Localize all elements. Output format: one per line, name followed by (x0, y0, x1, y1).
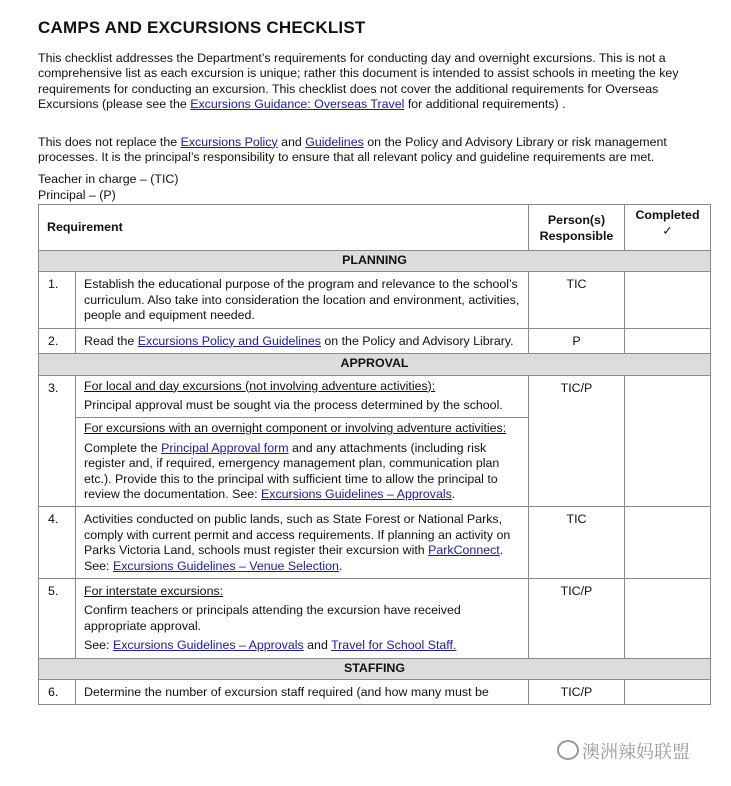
requirement-text: For interstate excursions: Confirm teachers or principals attending the excursion have received appropriate approval. See: Excursions Guidelines – Approvals and Travel for School Staff. (76, 578, 529, 658)
completed-cell[interactable] (625, 328, 711, 353)
intro-paragraph-1: This checklist addresses the Department’s requirements for conducting day and overnight excursions. This is not a comprehensive list as each excursion is unique; rather this document is intended to assist schools in meeting the key requirements for conducting an excursion. This checklist does not cover the additional requirements for Overseas Excursions (please see the Excursions Guidance: Overseas Travel for additional requirements) . (38, 51, 679, 112)
interstate-heading: For interstate excursions: (84, 583, 224, 598)
policy-guidelines-link[interactable]: Excursions Policy and Guidelines (137, 333, 321, 348)
venue-selection-link[interactable]: Excursions Guidelines – Venue Selection (112, 558, 339, 573)
row-number: 6. (39, 680, 76, 705)
requirement-text: Determine the number of excursion staff required (and how many must be (76, 680, 529, 705)
wechat-icon (557, 740, 579, 760)
travel-school-staff-link[interactable]: Travel for School Staff. (331, 638, 457, 653)
excursions-policy-link[interactable]: Excursions Policy (180, 134, 278, 149)
local-day-heading: For local and day excursions (not involving adventure activities): (84, 378, 436, 393)
person-responsible: TIC (529, 272, 625, 328)
table-header-row (39, 205, 711, 251)
row-number: 4. (39, 507, 76, 579)
person-responsible: TIC/P (529, 578, 625, 658)
completed-cell[interactable] (625, 680, 711, 705)
row-number: 2. (39, 328, 76, 353)
table-row (39, 680, 711, 705)
overnight-excursions-block: For excursions with an overnight component or involving adventure activities: Complete the Principal Approval form and any attachments (including risk register and, if required, emergency management plan, communication plan etc.). Provide this to the principal with sufficient time to allow the principal to review the documentation. See: Excursions Guidelines – Approvals. (76, 417, 528, 506)
completed-cell[interactable] (625, 375, 711, 507)
parkconnect-link[interactable]: ParkConnect (428, 543, 500, 558)
section-planning: PLANNING (39, 251, 711, 272)
section-staffing: STAFFING (39, 658, 711, 679)
principal-approval-form-link[interactable]: Principal Approval form (161, 440, 289, 455)
page-title: CAMPS AND EXCURSIONS CHECKLIST (38, 18, 366, 37)
legend-tic: Teacher in charge – (TIC) (38, 172, 179, 187)
guidelines-link[interactable]: Guidelines (305, 134, 364, 149)
local-day-excursions-block: For local and day excursions (not involving adventure activities): Principal approval must be sought via the process determined by the school. (76, 376, 528, 418)
header-completed: Completed ✓ (625, 205, 711, 251)
checklist-document (38, 18, 710, 705)
completed-cell[interactable] (625, 507, 711, 579)
person-responsible: TIC (529, 507, 625, 579)
completed-cell[interactable] (625, 272, 711, 328)
table-row (39, 328, 711, 353)
watermark: 澳洲辣妈联盟 (554, 738, 693, 764)
person-responsible: P (529, 328, 625, 353)
check-icon: ✓ (662, 223, 673, 238)
section-approval: APPROVAL (39, 354, 711, 375)
completed-cell[interactable] (625, 578, 711, 658)
overnight-heading: For excursions with an overnight component or involving adventure activities: (84, 421, 507, 436)
approvals-link[interactable]: Excursions Guidelines – Approvals (112, 638, 304, 653)
checklist-table (38, 204, 711, 705)
requirement-text: Establish the educational purpose of the program and relevance to the school’s curriculum. Also take into consideration the location and environment, activities, people and equipment needed. (76, 272, 529, 328)
header-persons-responsible: Person(s) Responsible (529, 205, 625, 251)
row-number: 3. (39, 375, 76, 507)
person-responsible: TIC/P (529, 375, 625, 507)
table-row (39, 375, 711, 507)
table-row (39, 507, 711, 579)
intro-paragraph-2: This does not replace the Excursions Policy and Guidelines on the Policy and Advisory Library or risk management processes. It is the principal’s responsibility to ensure that all relevant policy and guideline requirements are met. (38, 134, 667, 165)
row-number: 5. (39, 578, 76, 658)
requirement-text: Read the Excursions Policy and Guidelines on the Policy and Advisory Library. (76, 328, 529, 353)
header-requirement: Requirement (39, 205, 529, 251)
requirement-text: Activities conducted on public lands, such as State Forest or National Parks, comply with current permit and access requirements. If planning an activity on Parks Victoria Land, schools must register their excursion with ParkConnect. See: Excursions Guidelines – Venue Selection. (76, 507, 529, 579)
approvals-guidelines-link[interactable]: Excursions Guidelines – Approvals (261, 486, 452, 501)
person-responsible: TIC/P (529, 680, 625, 705)
table-row (39, 578, 711, 658)
overseas-travel-link[interactable]: Excursions Guidance: Overseas Travel (190, 97, 405, 112)
row-number: 1. (39, 272, 76, 328)
legend-principal: Principal – (P) (38, 187, 116, 202)
table-row (39, 272, 711, 328)
requirement-text (76, 375, 529, 507)
